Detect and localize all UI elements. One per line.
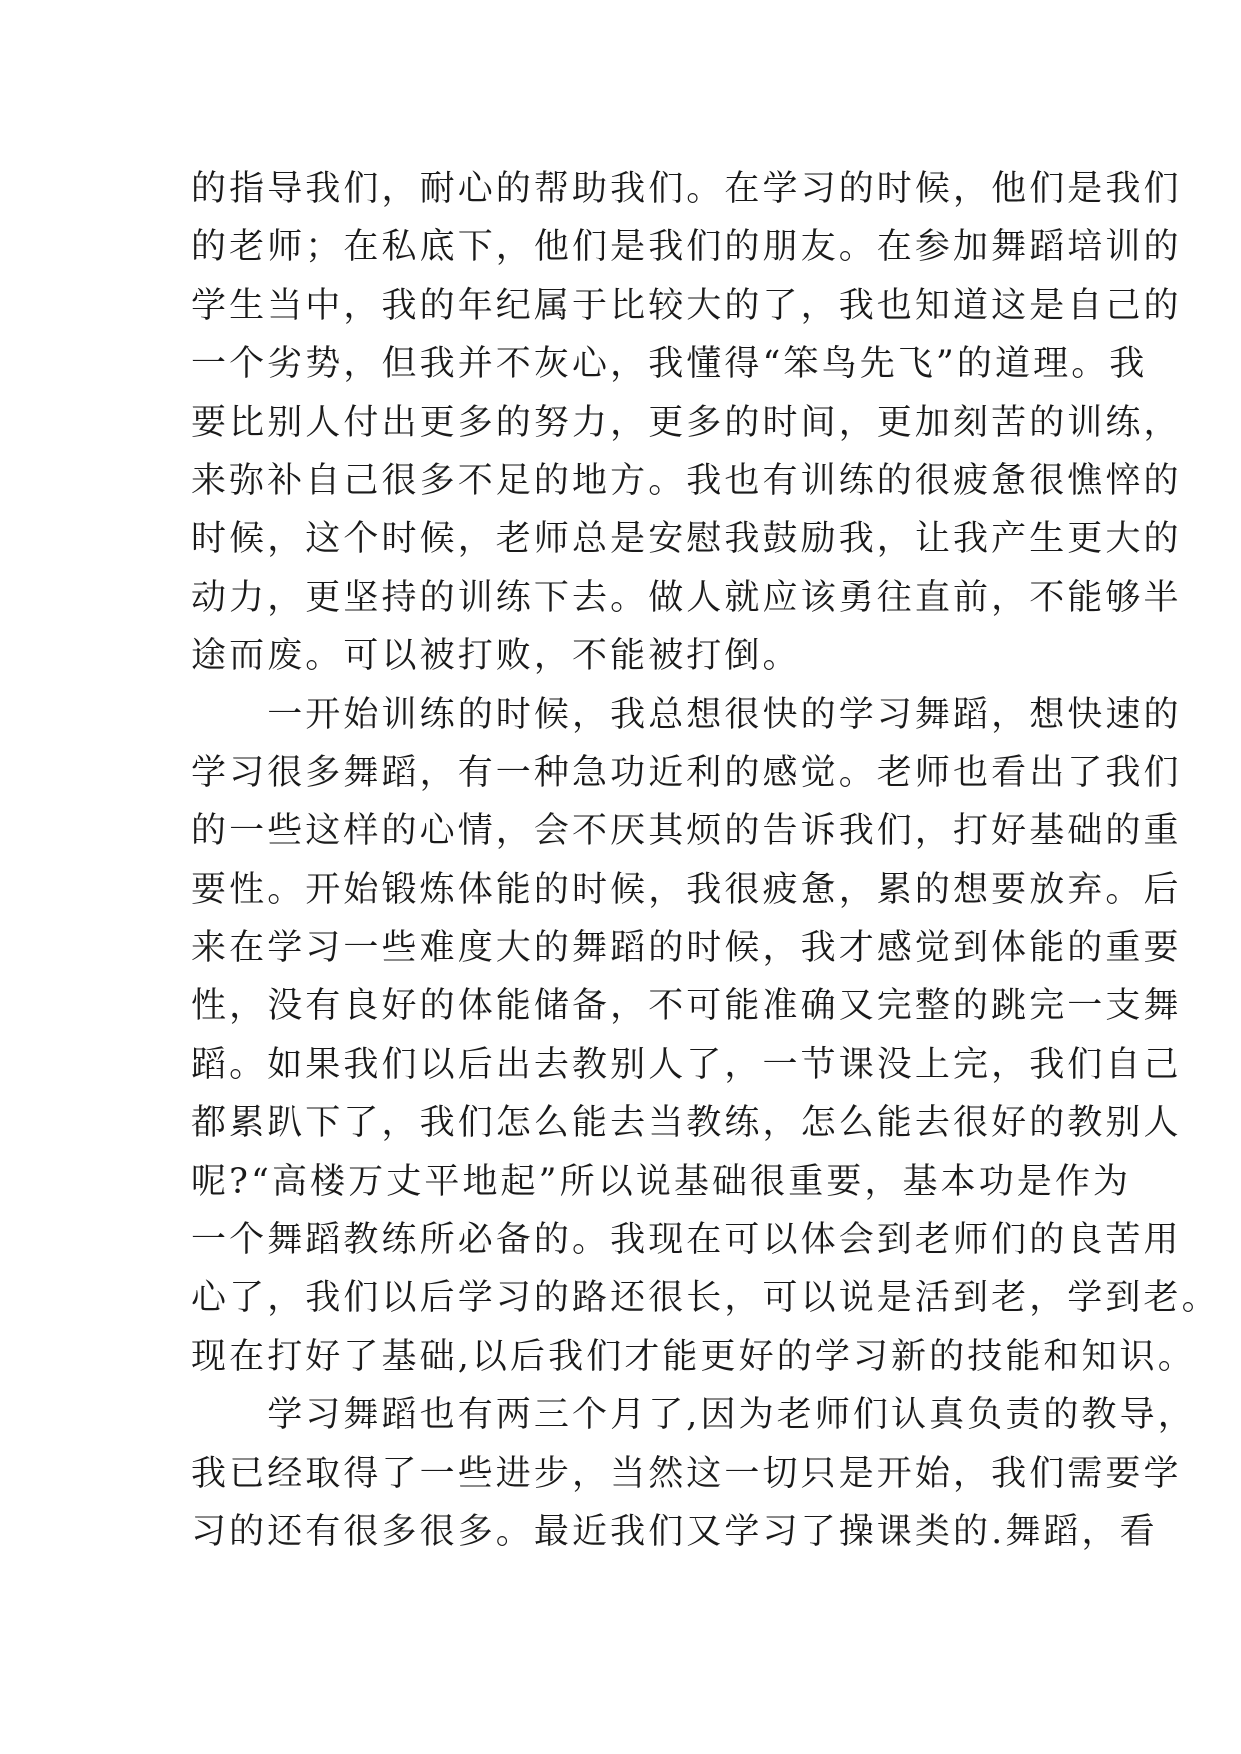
text-line: 动力，更坚持的训练下去。做人就应该勇往直前，不能够半: [191, 577, 1182, 618]
paragraph-start-line: 学习舞蹈也有两三个月了,因为老师们认真负责的教导，: [191, 1395, 1196, 1436]
text-line: 心了，我们以后学习的路还很长，可以说是活到老，学到老。: [191, 1278, 1220, 1319]
text-line: 时候，这个时候，老师总是安慰我鼓励我，让我产生更大的: [191, 519, 1182, 560]
text-line: 一个舞蹈教练所必备的。我现在可以体会到老师们的良苦用: [191, 1220, 1182, 1261]
text-line: 习的还有很多很多。最近我们又学习了操课类的.舞蹈，看: [191, 1511, 1158, 1552]
text-line: 性，没有良好的体能储备，不可能准确又完整的跳完一支舞: [191, 986, 1182, 1027]
text-line: 我已经取得了一些进步，当然这一切只是开始，我们需要学: [191, 1453, 1182, 1494]
text-line: 学习很多舞蹈，有一种急功近利的感觉。老师也看出了我们: [191, 752, 1182, 793]
text-line: 的一些这样的心情，会不厌其烦的告诉我们，打好基础的重: [191, 811, 1182, 852]
text-line: 要性。开始锻炼体能的时候，我很疲惫，累的想要放弃。后: [191, 869, 1182, 910]
text-line: 呢?“高楼万丈平地起”所以说基础很重要，基本功是作为: [191, 1161, 1132, 1202]
text-line: 一个劣势，但我并不灰心，我懂得“笨鸟先飞”的道理。我: [191, 344, 1148, 385]
text-line: 都累趴下了，我们怎么能去当教练，怎么能去很好的教别人: [191, 1103, 1182, 1144]
text-line: 的指导我们，耐心的帮助我们。在学习的时候，他们是我们: [191, 169, 1182, 209]
text-line: 来在学习一些难度大的舞蹈的时候，我才感觉到体能的重要: [191, 928, 1182, 969]
paragraph-start-line: 一开始训练的时候，我总想很快的学习舞蹈，想快速的: [191, 694, 1182, 735]
text-line: 学生当中，我的年纪属于比较大的了，我也知道这是自己的: [191, 285, 1182, 326]
text-line: 蹈。如果我们以后出去教别人了，一节课没上完，我们自己: [191, 1044, 1182, 1085]
text-line: 来弥补自己很多不足的地方。我也有训练的很疲惫很憔悴的: [191, 460, 1182, 501]
document-body: [191, 160, 1220, 1561]
text-line: 现在打好了基础,以后我们才能更好的学习新的技能和知识。: [191, 1336, 1196, 1377]
text-line: 途而废。可以被打败，不能被打倒。: [191, 636, 801, 677]
text-line: 的老师；在私底下，他们是我们的朋友。在参加舞蹈培训的: [191, 227, 1182, 268]
text-line: 要比别人付出更多的努力，更多的时间，更加刻苦的训练，: [191, 402, 1182, 443]
